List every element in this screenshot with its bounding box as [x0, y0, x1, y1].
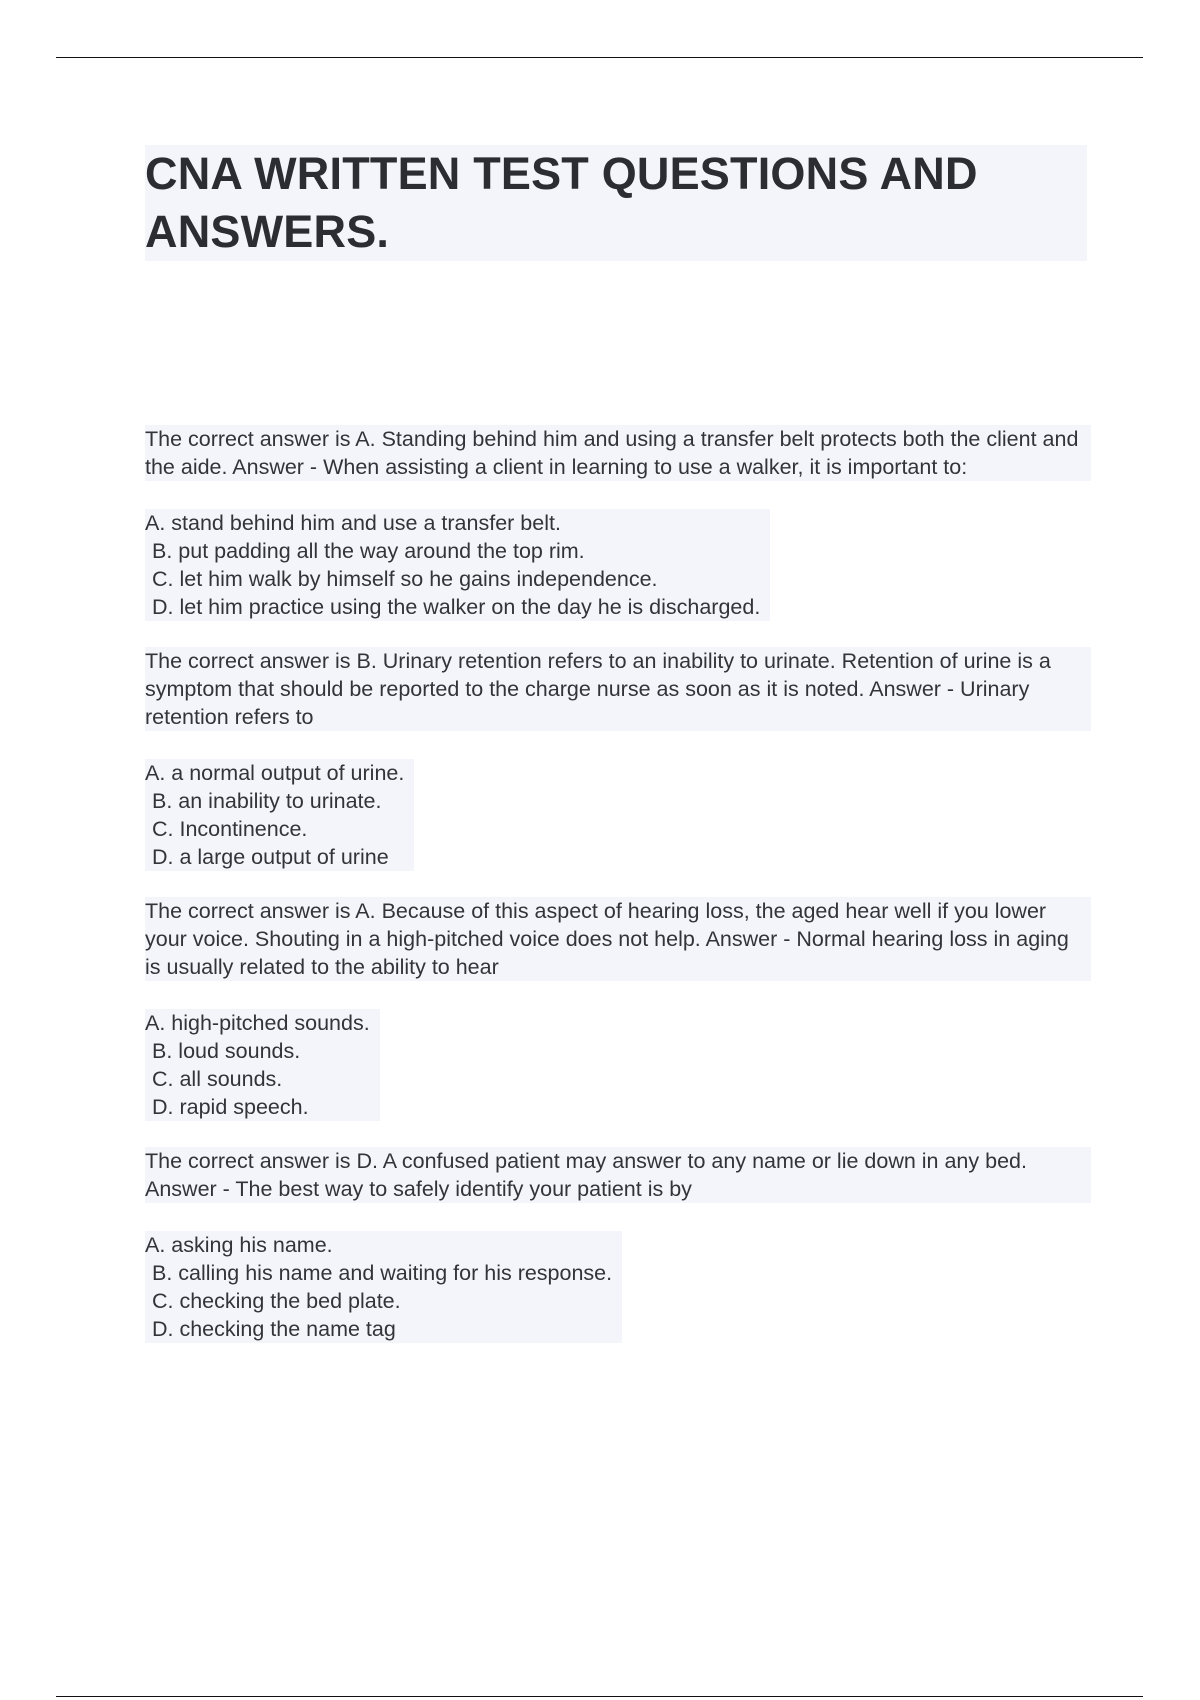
qa-explanation: The correct answer is D. A confused patient may answer to any name or lie down in any bed. Answer - The best way to safely identify your patient is by	[145, 1147, 1091, 1203]
option-b: B. calling his name and waiting for his response.	[152, 1261, 613, 1285]
option-c: C. checking the bed plate.	[152, 1289, 401, 1313]
option-d: D. a large output of urine	[152, 845, 389, 869]
qa-options	[145, 759, 414, 871]
title-block	[145, 145, 1087, 261]
qa-explanation: The correct answer is A. Because of this aspect of hearing loss, the aged hear well if you lower your voice. Shouting in a high-pitched voice does not help. Answer - Normal hearing loss in aging is usually related to the ability to hear	[145, 897, 1091, 981]
qa-item-1	[145, 425, 1100, 621]
qa-options	[145, 1231, 622, 1343]
top-rule	[56, 57, 1143, 58]
option-d: D. rapid speech.	[152, 1095, 309, 1119]
qa-options	[145, 509, 770, 621]
option-b: B. loud sounds.	[152, 1039, 301, 1063]
option-c: C. all sounds.	[152, 1067, 283, 1091]
qa-item-3	[145, 897, 1100, 1121]
qa-options	[145, 1009, 380, 1121]
option-a: A. high-pitched sounds.	[145, 1011, 370, 1035]
option-a: A. asking his name.	[145, 1233, 333, 1257]
option-c: C. Incontinence.	[152, 817, 308, 841]
option-a: A. stand behind him and use a transfer belt.	[145, 511, 561, 535]
qa-content	[145, 425, 1100, 1369]
qa-explanation: The correct answer is B. Urinary retention refers to an inability to urinate. Retention of urine is a symptom that should be reported to the charge nurse as soon as it is noted. Answer - Urinary retention refers to	[145, 647, 1091, 731]
qa-item-2	[145, 647, 1100, 871]
qa-item-4	[145, 1147, 1100, 1343]
option-d: D. checking the name tag	[152, 1317, 396, 1341]
qa-explanation: The correct answer is A. Standing behind him and using a transfer belt protects both the client and the aide. Answer - When assisting a client in learning to use a walker, it is important to:	[145, 425, 1091, 481]
option-b: B. put padding all the way around the top rim.	[152, 539, 585, 563]
bottom-rule	[56, 1696, 1143, 1697]
option-c: C. let him walk by himself so he gains independence.	[152, 567, 658, 591]
option-d: D. let him practice using the walker on the day he is discharged.	[152, 595, 761, 619]
option-a: A. a normal output of urine.	[145, 761, 405, 785]
page-title: CNA WRITTEN TEST QUESTIONS AND ANSWERS.	[145, 148, 978, 257]
option-b: B. an inability to urinate.	[152, 789, 382, 813]
